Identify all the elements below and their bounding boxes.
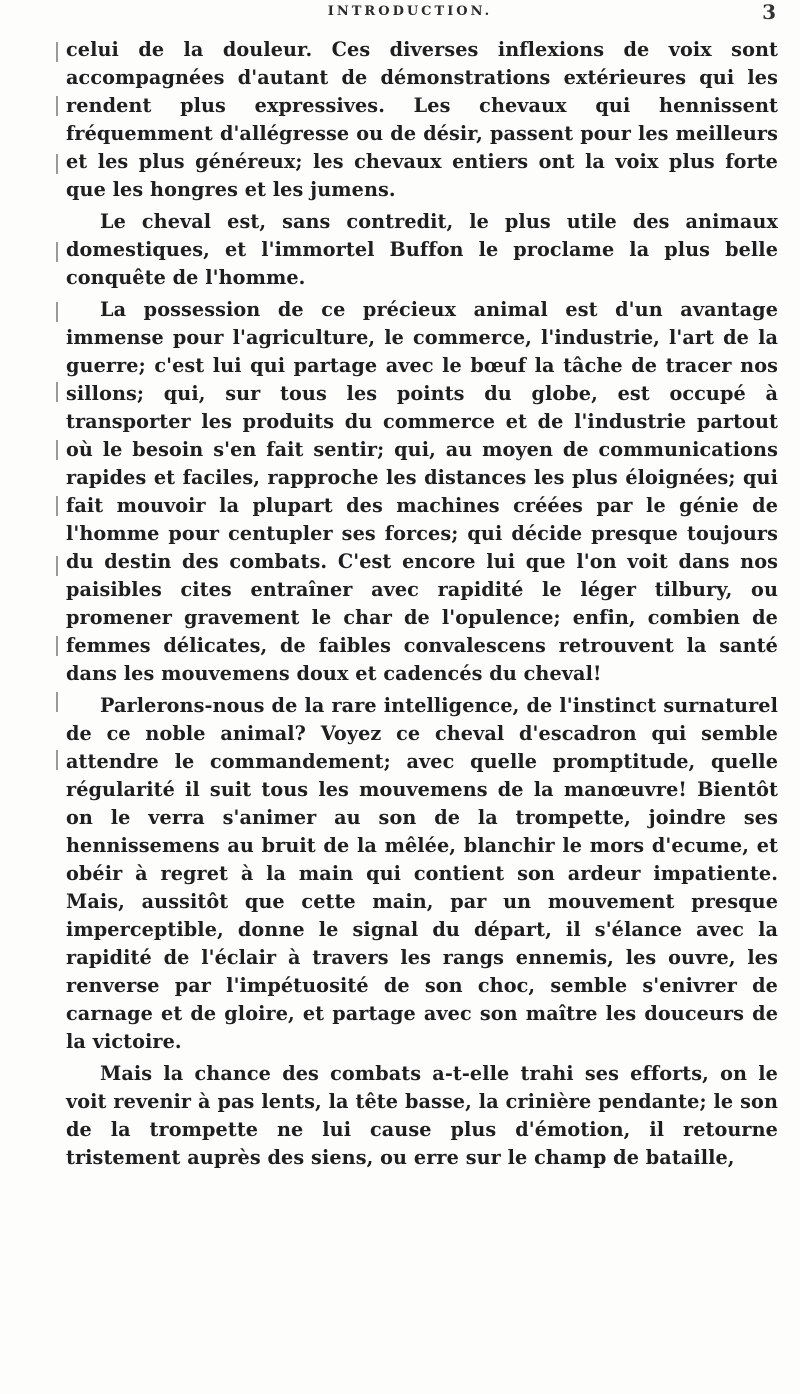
page-number: 3 (762, 0, 776, 24)
running-head (60, 0, 780, 30)
gutter-tick (56, 302, 58, 322)
running-title: INTRODUCTION. (327, 4, 493, 19)
gutter-tick (56, 440, 58, 460)
paragraph-voice: celui de la douleur. Ces diverses inflexions de voix sont accompagnées d'autant de démonstrations extérieures qui les rendent plus expressives. Les chevaux qui hennissent fréquemment d'allégresse ou de désir, passent pour les meilleurs et les plus généreux; les chevaux entiers ont la voix plus forte que les hongres et les jumens. (66, 38, 778, 201)
paragraph-buffon: Le cheval est, sans contredit, le plus utile des animaux domestiques, et l'immortel Buffon le proclame la plus belle conquête de l'homme. (66, 210, 778, 289)
paragraph-defeat: Mais la chance des combats a-t-elle trahi ses efforts, on le voit revenir à pas lents, la tête basse, la crinière pendante; le son de la trompette ne lui cause plus d'émotion, il retourne tristement auprès des siens, ou erre sur le champ de bataille, (66, 1062, 778, 1169)
paragraph-usefulness: La possession de ce précieux animal est d'un avantage immense pour l'agriculture, le commerce, l'industrie, l'art de la guerre; c'est lui qui partage avec le bœuf la tâche de tracer nos sillons; qui, sur tous les points du globe, est occupé à transporter les produits du commerce et de l'industrie partout où le besoin s'en fait sentir; qui, au moyen de communications rapides et faciles, rapproche les distances les plus éloignées; qui fait mouvoir la plupart des machines créées par le génie de l'homme pour centupler ses forces; qui décide presque toujours du destin des combats. C'est encore lui que l'on voit dans nos paisibles cites entraîner avec rapidité le léger tilbury, ou promener gravement le char de l'opulence; enfin, combien de femmes délicates, de faibles convalescens retrouvent la santé dans les mouvemens doux et cadencés du cheval! (66, 298, 778, 685)
gutter-tick (56, 154, 58, 174)
gutter-tick (56, 242, 58, 262)
gutter-tick (56, 42, 58, 62)
text-column (66, 36, 778, 1176)
gutter-tick (56, 382, 58, 402)
gutter-tick (56, 496, 58, 516)
gutter-marks (56, 36, 62, 816)
gutter-tick (56, 556, 58, 576)
gutter-tick (56, 636, 58, 656)
gutter-tick (56, 692, 58, 712)
gutter-tick (56, 750, 58, 770)
gutter-tick (56, 96, 58, 116)
paragraph-intelligence: Parlerons-nous de la rare intelligence, de l'instinct surnaturel de ce noble animal? Voyez ce cheval d'escadron qui semble attendre le commandement; avec quelle promptitude, quelle régularité il suit tous les mouvemens de la manœuvre! Bientôt on le verra s'animer au son de la trompette, joindre ses hennissemens au bruit de la mêlée, blanchir le mors d'ecume, et obéir à regret à la main qui contient son ardeur impatiente. Mais, aussitôt que cette main, par un mouvement presque imperceptible, donne le signal du départ, il s'élance avec la rapidité de l'éclair à travers les rangs ennemis, les ouvre, les renverse par l'impétuosité de son choc, semble s'enivrer de carnage et de gloire, et partage avec son maître les douceurs de la victoire. (66, 694, 778, 1053)
